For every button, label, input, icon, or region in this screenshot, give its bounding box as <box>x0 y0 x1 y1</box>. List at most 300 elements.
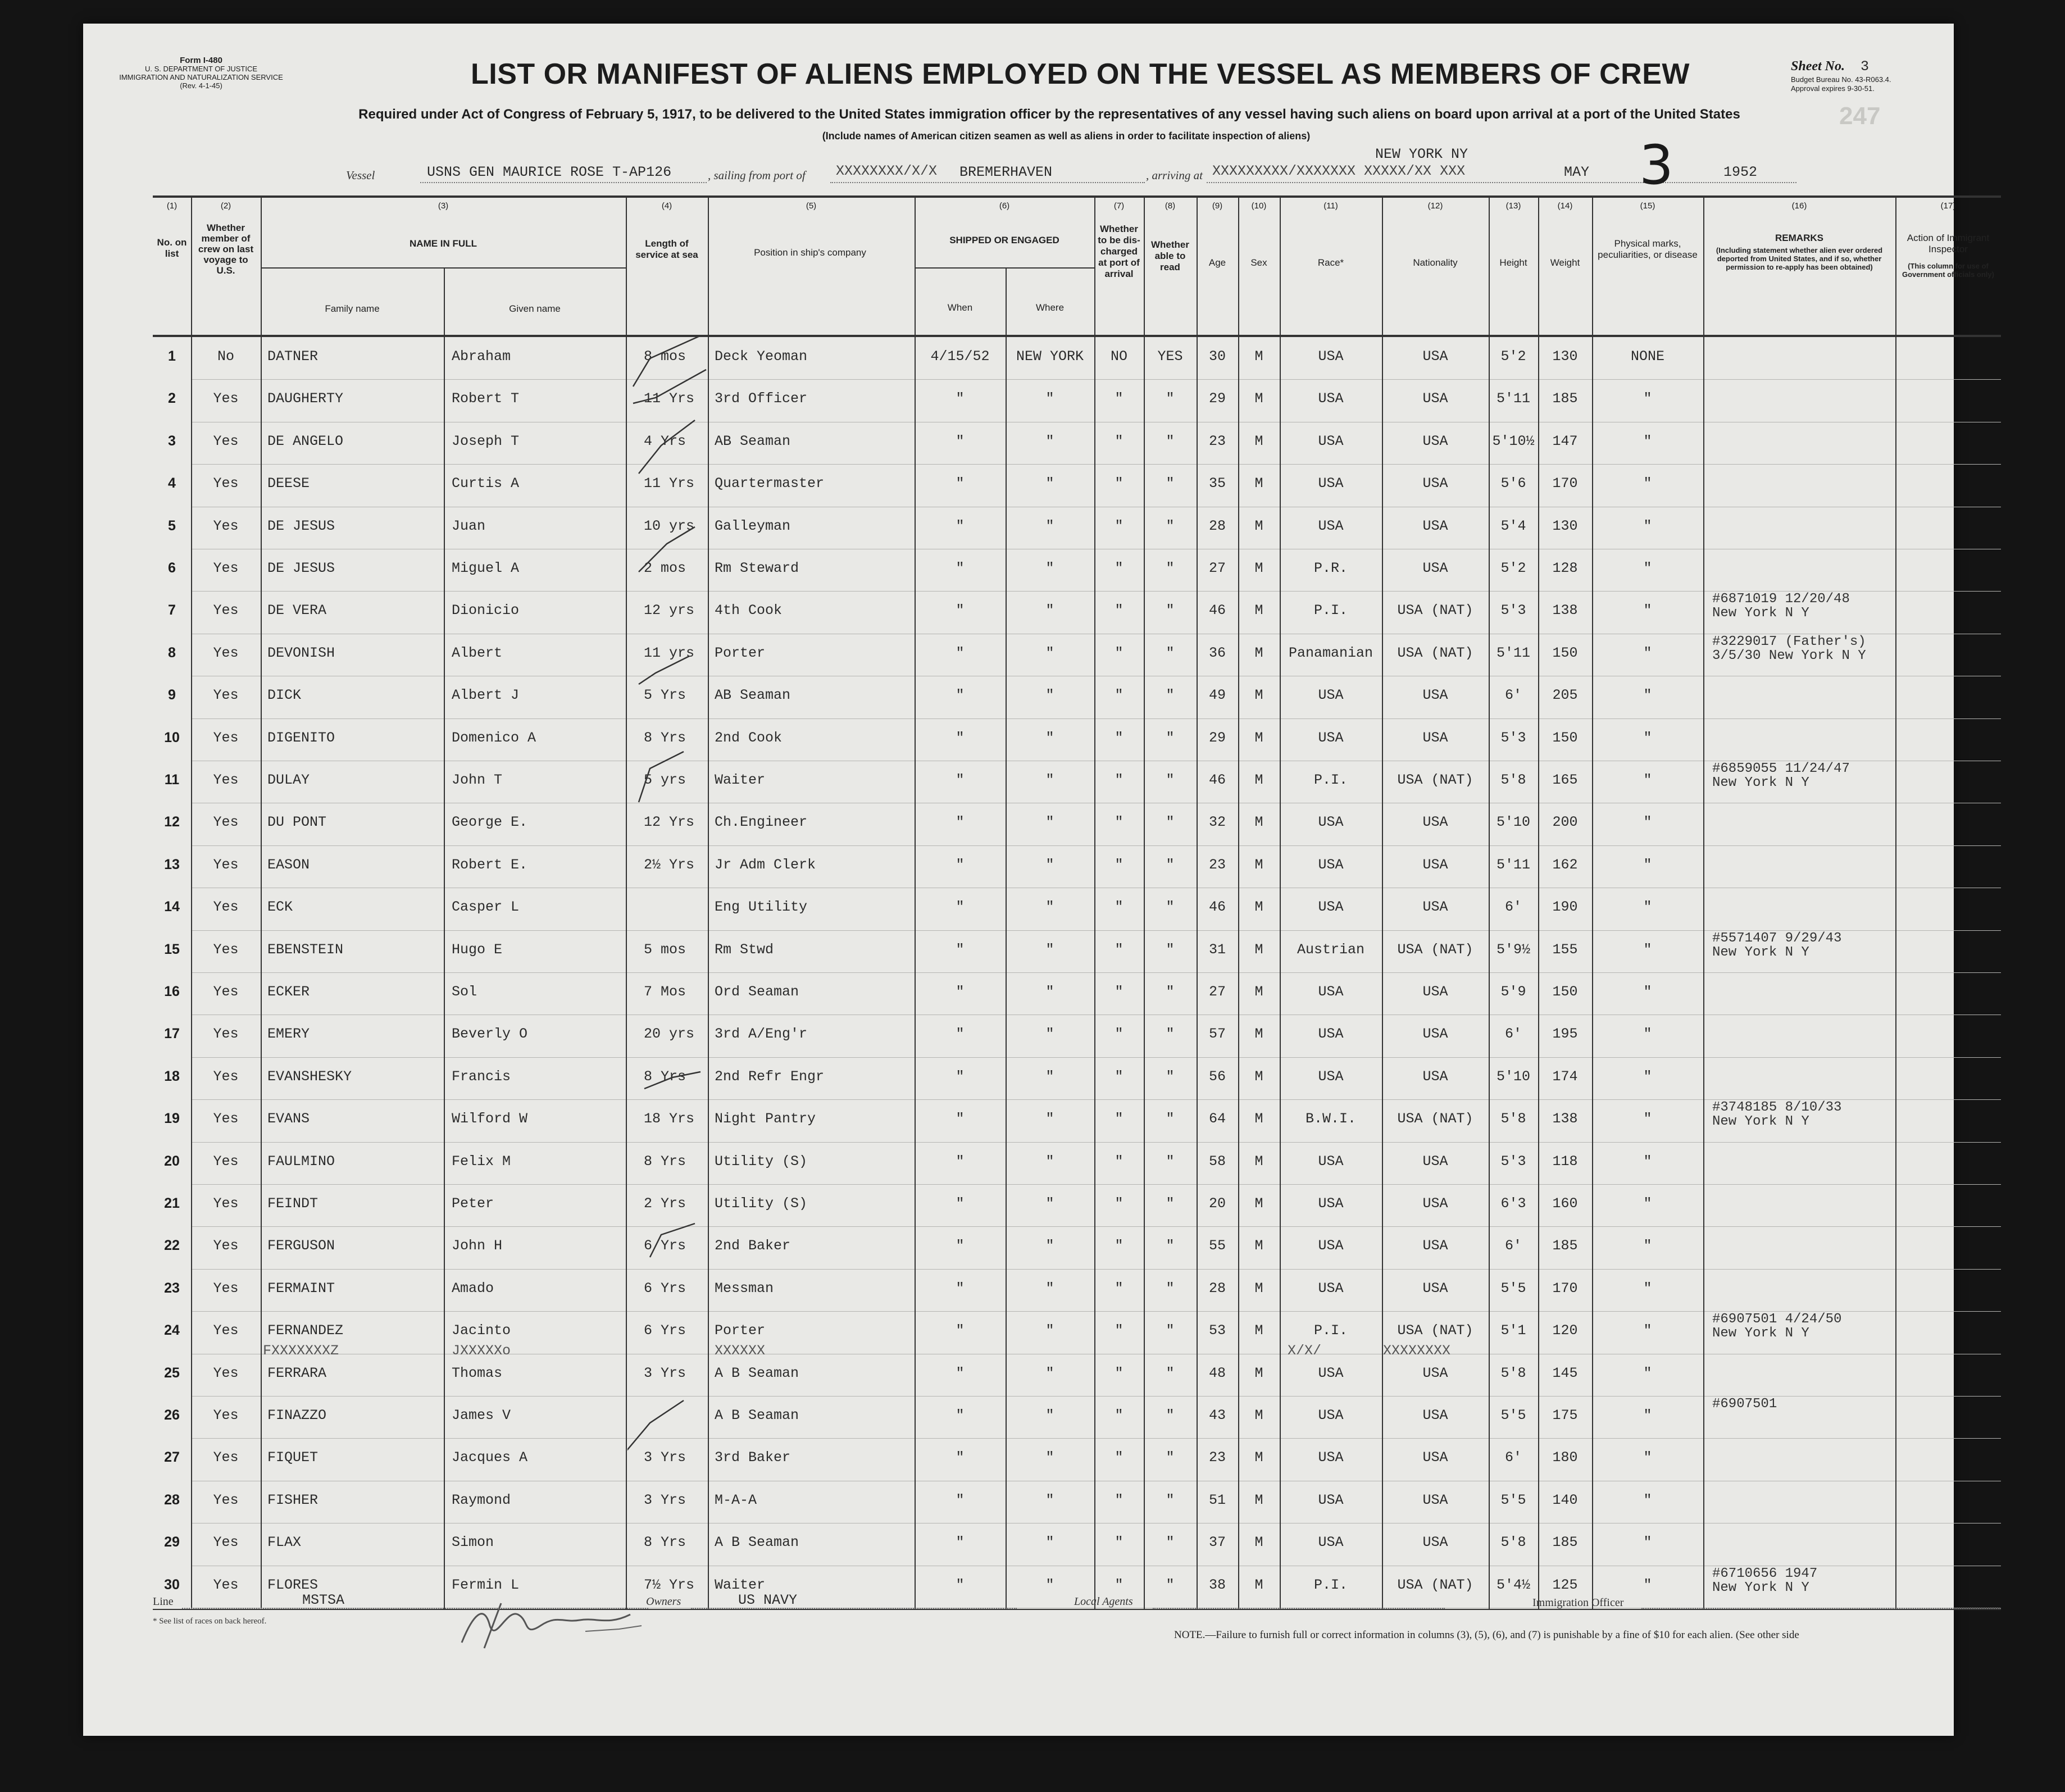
weight-cell: 195 <box>1552 1026 1578 1043</box>
discharged-cell: " <box>1115 1280 1124 1297</box>
when-cell: " <box>956 1068 965 1085</box>
age-cell: 27 <box>1208 560 1226 576</box>
length-cell: 11 Yrs <box>644 475 695 492</box>
height-cell: 6' <box>1504 1026 1522 1043</box>
discharged-cell: NO <box>1110 348 1127 365</box>
able-read-cell: " <box>1166 1153 1175 1170</box>
given-name-cell: Albert J <box>452 687 520 704</box>
sex-cell: M <box>1254 1365 1263 1381</box>
able-read-cell: " <box>1166 602 1175 619</box>
age-cell: 56 <box>1208 1068 1226 1085</box>
age-cell: 55 <box>1208 1238 1226 1254</box>
when-cell: " <box>956 1238 965 1254</box>
physical-cell: " <box>1643 1195 1652 1212</box>
header-when: When <box>947 302 973 313</box>
nationality-cell: USA <box>1422 1195 1448 1212</box>
physical-cell: " <box>1643 899 1652 916</box>
position-cell: Deck Yeoman <box>715 348 808 365</box>
when-cell: " <box>956 1195 965 1212</box>
discharged-cell: " <box>1115 856 1124 873</box>
nationality-cell: USA <box>1422 1407 1448 1423</box>
nationality-cell: USA <box>1422 1534 1448 1551</box>
position-cell: Waiter <box>715 772 766 788</box>
age-cell: 53 <box>1208 1322 1226 1339</box>
given-name-cell: Abraham <box>452 348 511 365</box>
weight-cell: 138 <box>1552 602 1578 619</box>
physical-cell: " <box>1643 984 1652 1000</box>
service: IMMIGRATION AND NATURALIZATION SERVICE <box>119 73 283 81</box>
col-number: (11) <box>1323 201 1338 211</box>
family-name-cell: DE JESUS <box>267 560 335 576</box>
row-number: 16 <box>164 984 180 999</box>
row-number: 28 <box>164 1491 180 1508</box>
age-cell: 43 <box>1208 1407 1226 1423</box>
when-cell: " <box>956 1365 965 1381</box>
where-cell: " <box>1045 644 1054 661</box>
discharged-cell: " <box>1115 1026 1124 1043</box>
where-cell: " <box>1045 1111 1054 1127</box>
physical-cell: " <box>1643 729 1652 746</box>
member-cell: Yes <box>213 941 239 958</box>
length-cell: 5 mos <box>644 941 686 958</box>
height-cell: 5'4½ <box>1496 1576 1530 1593</box>
age-cell: 20 <box>1208 1195 1226 1212</box>
member-cell: Yes <box>213 984 239 1000</box>
physical-cell: " <box>1643 433 1652 449</box>
sex-cell: M <box>1254 1449 1263 1466</box>
position-cell: A B Seaman <box>715 1407 799 1423</box>
member-cell: Yes <box>213 1068 239 1085</box>
where-cell: " <box>1045 1534 1054 1551</box>
position-cell: 3rd A/Eng'r <box>715 1026 808 1043</box>
nationality-cell: USA (NAT) <box>1397 602 1473 619</box>
position-cell: Jr Adm Clerk <box>715 856 816 873</box>
weight-cell: 118 <box>1552 1153 1578 1170</box>
discharged-cell: " <box>1115 1238 1124 1254</box>
when-cell: " <box>956 517 965 534</box>
race-cell: P.I. <box>1313 1576 1348 1593</box>
col-number: (1) <box>166 201 178 211</box>
sex-cell: M <box>1254 1026 1263 1043</box>
race-cell: USA <box>1318 1153 1344 1170</box>
height-cell: 5'2 <box>1500 560 1526 576</box>
length-cell: 2½ Yrs <box>644 856 695 873</box>
age-cell: 48 <box>1208 1365 1226 1381</box>
member-cell: Yes <box>213 772 239 788</box>
nationality-cell: USA <box>1422 984 1448 1000</box>
length-cell: 5 Yrs <box>644 687 686 704</box>
weight-cell: 175 <box>1552 1407 1578 1423</box>
weight-cell: 150 <box>1552 729 1578 746</box>
col-divider <box>1703 195 1704 1609</box>
arrival-year: 1952 <box>1723 164 1758 180</box>
family-name-cell: EVANSHESKY <box>267 1068 352 1085</box>
row-separator <box>191 464 2001 465</box>
position-cell: A B Seaman <box>715 1534 799 1551</box>
race-cell: USA <box>1318 517 1344 534</box>
row-number: 26 <box>164 1407 180 1423</box>
row-separator <box>191 1226 2001 1227</box>
weight-cell: 150 <box>1552 984 1578 1000</box>
member-cell: Yes <box>213 1365 239 1381</box>
row-number: 19 <box>164 1111 180 1127</box>
where-cell: " <box>1045 899 1054 916</box>
member-cell: Yes <box>213 814 239 831</box>
sex-cell: M <box>1254 348 1263 365</box>
header-nationality: Nationality <box>1413 257 1458 268</box>
family-name-cell: FLORES <box>267 1576 319 1593</box>
member-cell: Yes <box>213 1026 239 1043</box>
when-cell: " <box>956 984 965 1000</box>
given-name-cell: Hugo E <box>452 941 503 958</box>
sex-cell: M <box>1254 1153 1263 1170</box>
height-cell: 6' <box>1504 899 1522 916</box>
physical-cell: " <box>1643 772 1652 788</box>
family-name-cell: DE ANGELO <box>267 433 344 449</box>
length-cell: 20 yrs <box>644 1026 695 1043</box>
age-cell: 57 <box>1208 1026 1226 1043</box>
when-cell: " <box>956 899 965 916</box>
discharged-cell: " <box>1115 1534 1124 1551</box>
member-cell: Yes <box>213 1491 239 1508</box>
where-cell: " <box>1045 602 1054 619</box>
col-number: (6) <box>999 201 1010 211</box>
where-cell: " <box>1045 814 1054 831</box>
member-cell: Yes <box>213 1238 239 1254</box>
height-cell: 5'3 <box>1500 1153 1526 1170</box>
physical-cell: " <box>1643 602 1652 619</box>
race-cell: USA <box>1318 984 1344 1000</box>
col-number: (3) <box>438 201 449 211</box>
header-family-name: Family name <box>325 303 380 314</box>
remarks-cell: #6859055 11/24/47 New York N Y <box>1712 761 1850 790</box>
race-cell: USA <box>1318 687 1344 704</box>
weight-cell: 200 <box>1552 814 1578 831</box>
table-top-line <box>153 195 2001 198</box>
where-cell: NEW YORK <box>1016 348 1084 365</box>
physical-cell: " <box>1643 1026 1652 1043</box>
crew-table <box>153 195 2001 1595</box>
length-cell: 12 yrs <box>644 602 695 619</box>
where-cell: " <box>1045 1068 1054 1085</box>
age-cell: 46 <box>1208 602 1226 619</box>
race-cell: USA <box>1318 348 1344 365</box>
height-cell: 5'3 <box>1500 602 1526 619</box>
where-cell: " <box>1045 1322 1054 1339</box>
family-name-cell: FINAZZO <box>267 1407 327 1423</box>
age-cell: 49 <box>1208 687 1226 704</box>
sex-cell: M <box>1254 433 1263 449</box>
family-name-cell: FERMAINT <box>267 1280 335 1297</box>
nationality-cell: USA <box>1422 1449 1448 1466</box>
nationality-cell: USA <box>1422 1153 1448 1170</box>
height-cell: 5'5 <box>1500 1280 1526 1297</box>
physical-cell: " <box>1643 1238 1652 1254</box>
weight-cell: 130 <box>1552 517 1578 534</box>
length-cell: 4 Yrs <box>644 433 686 449</box>
row-number: 17 <box>164 1026 180 1042</box>
given-name-cell: Casper L <box>452 899 520 916</box>
department: U. S. DEPARTMENT OF JUSTICE <box>144 65 258 73</box>
race-cell: USA <box>1318 1280 1344 1297</box>
when-cell: " <box>956 1280 965 1297</box>
given-name-cell: Raymond <box>452 1491 511 1508</box>
weight-cell: 155 <box>1552 941 1578 958</box>
sex-cell: M <box>1254 602 1263 619</box>
family-name-cell: FISHER <box>267 1491 319 1508</box>
remarks-cell: #6871019 12/20/48 New York N Y <box>1712 592 1850 621</box>
length-cell: 7 Mos <box>644 984 686 1000</box>
given-name-cell: Sol <box>452 984 477 1000</box>
nationality-cell: USA (NAT) <box>1397 1576 1473 1593</box>
able-read-cell: " <box>1166 984 1175 1000</box>
position-cell: Messman <box>715 1280 774 1297</box>
sheet-label: Sheet No. <box>1791 59 1845 74</box>
row-separator <box>191 1184 2001 1185</box>
col-number: (2) <box>220 201 231 211</box>
able-read-cell: " <box>1166 390 1175 407</box>
discharged-cell: " <box>1115 390 1124 407</box>
sex-cell: M <box>1254 475 1263 492</box>
header-position: Position in ship's company <box>754 247 866 258</box>
row-number: 27 <box>164 1449 180 1466</box>
length-cell: 3 Yrs <box>644 1365 686 1381</box>
where-cell: " <box>1045 1026 1054 1043</box>
height-cell: 5'2 <box>1500 348 1526 365</box>
header-sex: Sex <box>1250 257 1267 268</box>
race-cell: P.I. <box>1313 1322 1348 1339</box>
signature-icon <box>451 1592 653 1654</box>
physical-cell: " <box>1643 1534 1652 1551</box>
col-divider <box>626 195 627 1609</box>
discharged-cell: " <box>1115 729 1124 746</box>
member-cell: Yes <box>213 517 239 534</box>
nationality-cell: USA (NAT) <box>1397 644 1473 661</box>
where-cell: " <box>1045 729 1054 746</box>
table-header-bottom-line <box>153 335 2001 337</box>
header-height: Height <box>1499 257 1527 268</box>
family-name-cell: ECKER <box>267 984 310 1000</box>
remarks-cell: #6907501 4/24/50 New York N Y <box>1712 1312 1842 1341</box>
remarks-cell: #3229017 (Father's) 3/5/30 New York N Y <box>1712 634 1866 663</box>
row-number: 6 <box>168 560 176 576</box>
officer-label: Immigration Officer <box>1532 1597 1624 1609</box>
age-cell: 29 <box>1208 729 1226 746</box>
height-cell: 5'6 <box>1500 475 1526 492</box>
header-member-last-voyage: Whether member of crew on last voyage to U.S. <box>198 222 254 276</box>
weight-cell: 120 <box>1552 1322 1578 1339</box>
where-cell: " <box>1045 1449 1054 1466</box>
approval-expiry: Approval expires 9-30-51. <box>1791 84 1875 93</box>
where-cell: " <box>1045 1195 1054 1212</box>
family-name-cell: FERRARA <box>267 1365 327 1381</box>
position-cell: Galleyman <box>715 517 791 534</box>
physical-cell: " <box>1643 1365 1652 1381</box>
row-number: 10 <box>164 729 180 745</box>
sex-cell: M <box>1254 517 1263 534</box>
able-read-cell: " <box>1166 433 1175 449</box>
height-cell: 5'10 <box>1496 814 1530 831</box>
when-cell: 4/15/52 <box>930 348 990 365</box>
weight-cell: 205 <box>1552 687 1578 704</box>
sex-cell: M <box>1254 1068 1263 1085</box>
col-number: (16) <box>1791 201 1807 211</box>
height-cell: 5'11 <box>1496 856 1530 873</box>
sex-cell: M <box>1254 687 1263 704</box>
family-name-cell: FERGUSON <box>267 1238 335 1254</box>
agents-label: Local Agents <box>1074 1595 1133 1608</box>
nationality-cell: USA <box>1422 1365 1448 1381</box>
row-number: 5 <box>168 517 176 534</box>
position-cell: 3rd Officer <box>715 390 808 407</box>
physical-cell: " <box>1643 1068 1652 1085</box>
when-cell: " <box>956 560 965 576</box>
height-cell: 6' <box>1504 687 1522 704</box>
height-cell: 5'5 <box>1500 1407 1526 1423</box>
sheet-value: 3 <box>1861 58 1870 75</box>
age-cell: 64 <box>1208 1111 1226 1127</box>
family-name-cell: FIQUET <box>267 1449 319 1466</box>
nationality-cell: USA <box>1422 1238 1448 1254</box>
length-cell: 6 Yrs <box>644 1238 686 1254</box>
discharged-cell: " <box>1115 687 1124 704</box>
position-cell: 2nd Refr Engr <box>715 1068 825 1085</box>
col-number: (14) <box>1557 201 1573 211</box>
family-name-cell: FEINDT <box>267 1195 319 1212</box>
age-cell: 58 <box>1208 1153 1226 1170</box>
physical-cell: " <box>1643 1111 1652 1127</box>
age-cell: 37 <box>1208 1534 1226 1551</box>
member-cell: Yes <box>213 1407 239 1423</box>
when-cell: " <box>956 433 965 449</box>
able-read-cell: YES <box>1157 348 1183 365</box>
race-cell: USA <box>1318 390 1344 407</box>
row-separator <box>191 845 2001 846</box>
given-name-cell: Fermin L <box>452 1576 520 1593</box>
position-cell: Rm Steward <box>715 560 799 576</box>
weight-cell: 185 <box>1552 1534 1578 1551</box>
discharged-cell: " <box>1115 1322 1124 1339</box>
row-number: 8 <box>168 644 176 661</box>
races-note: * See list of races on back hereof. <box>153 1617 267 1626</box>
family-name-cell: DU PONT <box>267 814 327 831</box>
sex-cell: M <box>1254 1491 1263 1508</box>
when-cell: " <box>956 1534 965 1551</box>
when-cell: " <box>956 1111 965 1127</box>
row-number: 2 <box>168 390 176 407</box>
position-cell: Porter <box>715 644 766 661</box>
row-separator <box>191 718 2001 719</box>
row-separator <box>191 972 2001 973</box>
arrival-month: MAY <box>1564 164 1590 180</box>
height-cell: 5'8 <box>1500 1111 1526 1127</box>
race-cell: USA <box>1318 1195 1344 1212</box>
when-cell: " <box>956 1322 965 1339</box>
given-name-cell: John H <box>452 1238 503 1254</box>
name-subheader-line <box>261 267 626 269</box>
physical-cell: " <box>1643 1576 1652 1593</box>
physical-cell: " <box>1643 1322 1652 1339</box>
row-number: 15 <box>164 941 180 957</box>
able-read-cell: " <box>1166 941 1175 958</box>
given-name-cell: Robert E. <box>452 856 528 873</box>
nationality-cell: USA <box>1422 433 1448 449</box>
family-name-cell: DIGENITO <box>267 729 335 746</box>
height-cell: 5'11 <box>1496 390 1530 407</box>
position-cell: Waiter <box>715 1576 766 1593</box>
nationality-cell: USA (NAT) <box>1397 1111 1473 1127</box>
sex-cell: M <box>1254 1280 1263 1297</box>
member-cell: Yes <box>213 1534 239 1551</box>
struck-entry: X/X/ <box>1288 1343 1322 1359</box>
position-cell: Eng Utility <box>715 899 808 916</box>
able-read-cell: " <box>1166 1449 1175 1466</box>
able-read-cell: " <box>1166 1238 1175 1254</box>
physical-cell: " <box>1643 1491 1652 1508</box>
nationality-cell: USA <box>1422 1280 1448 1297</box>
weight-cell: 165 <box>1552 772 1578 788</box>
member-cell: Yes <box>213 433 239 449</box>
owners-value: US NAVY <box>738 1592 798 1608</box>
age-cell: 51 <box>1208 1491 1226 1508</box>
nationality-cell: USA <box>1422 856 1448 873</box>
family-name-cell: DATNER <box>267 348 319 365</box>
able-read-cell: " <box>1166 1491 1175 1508</box>
physical-cell: " <box>1643 814 1652 831</box>
age-cell: 38 <box>1208 1576 1226 1593</box>
position-cell: 2nd Baker <box>715 1238 791 1254</box>
nationality-cell: USA <box>1422 1068 1448 1085</box>
col-divider <box>261 195 262 1609</box>
row-number: 22 <box>164 1238 180 1254</box>
when-cell: " <box>956 390 965 407</box>
when-cell: " <box>956 941 965 958</box>
length-cell: 3 Yrs <box>644 1449 686 1466</box>
given-name-cell: Miguel A <box>452 560 520 576</box>
position-cell: Rm Stwd <box>715 941 774 958</box>
discharged-cell: " <box>1115 1449 1124 1466</box>
position-cell: Ch.Engineer <box>715 814 808 831</box>
physical-cell: " <box>1643 475 1652 492</box>
member-cell: Yes <box>213 1280 239 1297</box>
where-cell: " <box>1045 560 1054 576</box>
weight-cell: 125 <box>1552 1576 1578 1593</box>
height-cell: 5'9½ <box>1496 941 1530 958</box>
struck-entry: XXXXXXXX <box>1383 1343 1451 1359</box>
given-name-cell: George E. <box>452 814 528 831</box>
able-read-cell: " <box>1166 814 1175 831</box>
able-read-cell: " <box>1166 644 1175 661</box>
able-read-cell: " <box>1166 687 1175 704</box>
member-cell: Yes <box>213 1449 239 1466</box>
discharged-cell: " <box>1115 1365 1124 1381</box>
race-cell: USA <box>1318 433 1344 449</box>
member-cell: Yes <box>213 560 239 576</box>
where-cell: " <box>1045 1280 1054 1297</box>
given-name-cell: Beverly O <box>452 1026 528 1043</box>
length-cell: 3 Yrs <box>644 1491 686 1508</box>
when-cell: " <box>956 814 965 831</box>
vessel-underline <box>420 182 707 183</box>
weight-cell: 170 <box>1552 1280 1578 1297</box>
header-able-to-read: Whether able to read <box>1151 239 1189 272</box>
height-cell: 5'8 <box>1500 1365 1526 1381</box>
given-name-cell: Felix M <box>452 1153 511 1170</box>
race-cell: USA <box>1318 1449 1344 1466</box>
row-number: 11 <box>164 772 180 788</box>
where-cell: " <box>1045 433 1054 449</box>
nationality-cell: USA <box>1422 475 1448 492</box>
